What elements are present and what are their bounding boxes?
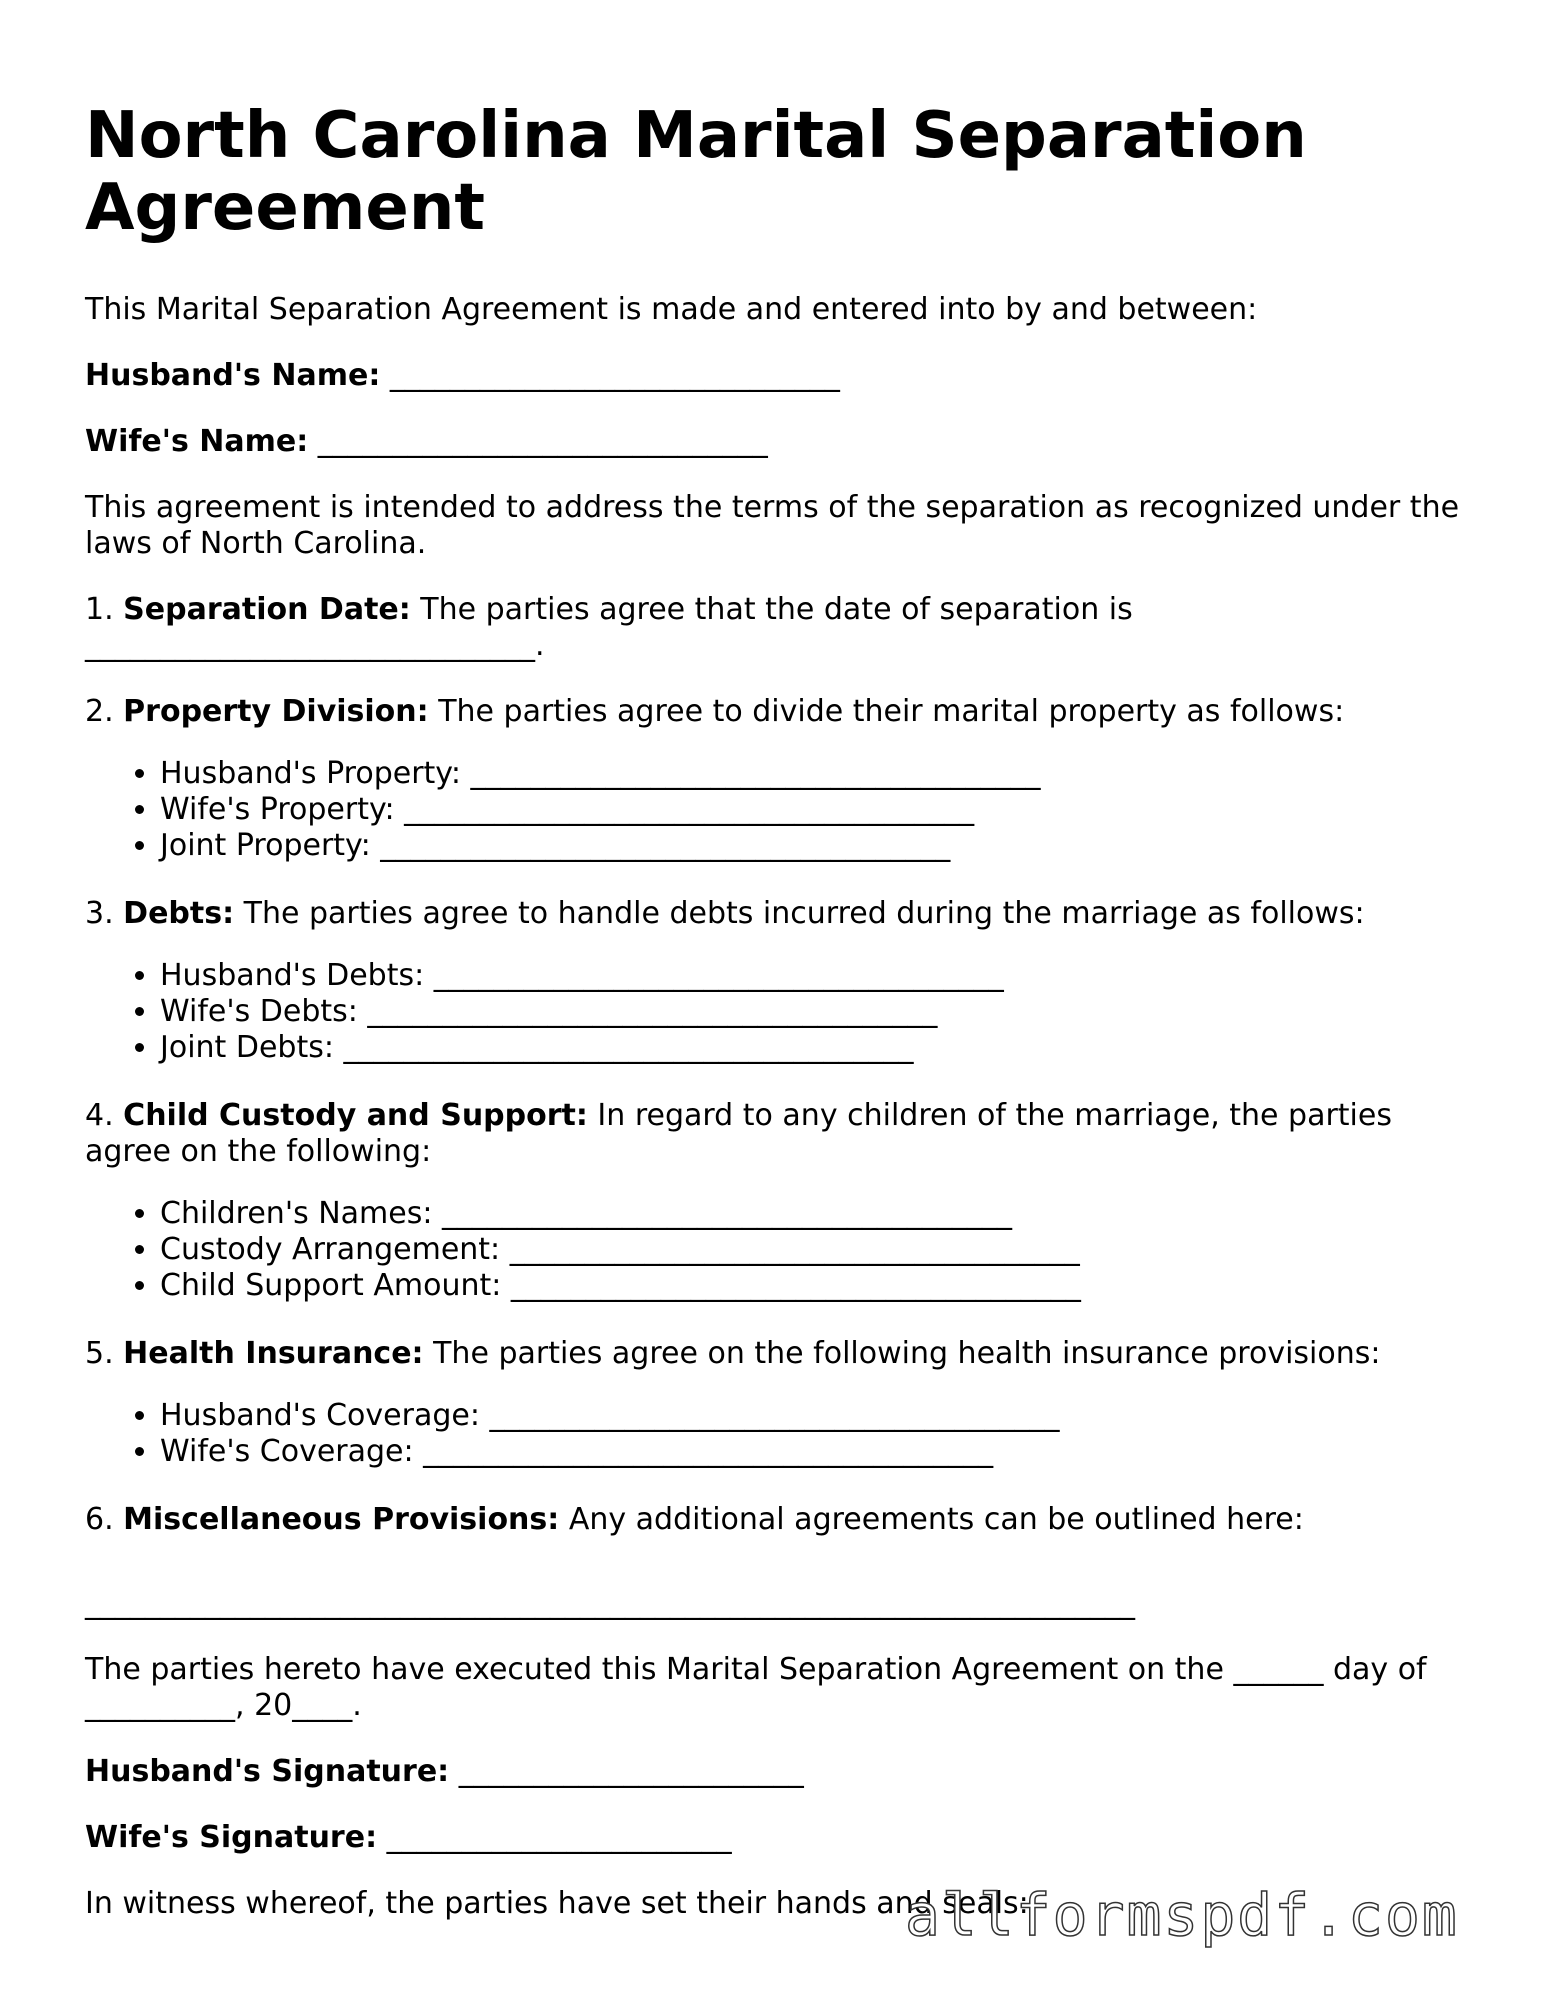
list-item-husbands-property[interactable]: • Husband's Property: ______________________________________ (160, 756, 1465, 792)
list-item-wifes-debts[interactable]: • Wife's Debts: ______________________________________ (160, 994, 1465, 1030)
list-item-wifes-property[interactable]: • Wife's Property: ______________________________________ (160, 792, 1465, 828)
section-heading: Health Insurance: (123, 1336, 424, 1371)
list-item-childrens-names[interactable]: • Children's Names: ______________________________________ (160, 1196, 1465, 1232)
section-number: 6. (85, 1502, 114, 1537)
section-text: The parties agree that the date of separation is ______________________________. (85, 592, 1133, 663)
execution-paragraph: The parties hereto have executed this Marital Separation Agreement on the ______ day of __________, 20____. (85, 1652, 1427, 1723)
section-miscellaneous (85, 1502, 1465, 1538)
section-number: 4. (85, 1098, 114, 1133)
intro-paragraph: This Marital Separation Agreement is made and entered into by and between: (85, 292, 1258, 327)
section-heading: Property Division: (123, 694, 429, 729)
wife-name-field (85, 424, 1465, 460)
purpose-paragraph: This agreement is intended to address the terms of the separation as recognized under the laws of North Carolina. (85, 490, 1460, 561)
husband-signature-label: Husband's Signature: (85, 1754, 450, 1789)
misc-provisions-blank[interactable]: ______________________________________________________________________ (85, 1586, 1135, 1621)
list-item-husbands-coverage[interactable]: • Husband's Coverage: ______________________________________ (160, 1398, 1465, 1434)
husband-signature-field (85, 1754, 1465, 1790)
list-item-husbands-debts[interactable]: • Husband's Debts: ______________________________________ (160, 958, 1465, 994)
section-property-division (85, 694, 1465, 730)
husband-name-field (85, 358, 1465, 394)
section-text: Any additional agreements can be outlined here: (568, 1502, 1304, 1537)
witness-paragraph: In witness whereof, the parties have set their hands and seals: (85, 1886, 1029, 1921)
list-item-joint-debts[interactable]: • Joint Debts: ______________________________________ (160, 1030, 1465, 1066)
section-number: 2. (85, 694, 114, 729)
watermark: allformspdf.com (905, 1881, 1459, 1949)
wife-signature-label: Wife's Signature: (85, 1820, 378, 1855)
section-number: 3. (85, 896, 114, 931)
section-number: 5. (85, 1336, 114, 1371)
property-list (85, 756, 1465, 864)
list-item-wifes-coverage[interactable]: • Wife's Coverage: ______________________________________ (160, 1434, 1465, 1470)
section-separation-date (85, 592, 1465, 664)
section-heading: Separation Date: (123, 592, 411, 627)
wife-name-label: Wife's Name: (85, 424, 309, 459)
section-heading: Miscellaneous Provisions: (123, 1502, 560, 1537)
section-text: In regard to any children of the marriage, the parties agree on the following: (85, 1098, 1392, 1169)
wife-name-blank[interactable]: ______________________________ (317, 424, 768, 459)
husband-name-blank[interactable]: ______________________________ (389, 358, 840, 393)
section-health-insurance (85, 1336, 1465, 1372)
section-debts (85, 896, 1465, 932)
list-item-custody-arrangement[interactable]: • Custody Arrangement: ______________________________________ (160, 1232, 1465, 1268)
wife-signature-blank[interactable]: _______________________ (386, 1820, 732, 1855)
section-child-custody (85, 1098, 1465, 1170)
custody-list (85, 1196, 1465, 1304)
insurance-list (85, 1398, 1465, 1470)
document-title: North Carolina Marital Separation Agreement (85, 99, 1307, 245)
section-text: The parties agree to handle debts incurred during the marriage as follows: (243, 896, 1365, 931)
section-heading: Debts: (123, 896, 235, 931)
section-heading: Child Custody and Support: (123, 1098, 588, 1133)
section-number: 1. (85, 592, 114, 627)
section-text: The parties agree to divide their marital property as follows: (438, 694, 1345, 729)
wife-signature-field (85, 1820, 1465, 1856)
document-page (85, 100, 1465, 1952)
husband-signature-blank[interactable]: _______________________ (458, 1754, 804, 1789)
list-item-joint-property[interactable]: • Joint Property: ______________________________________ (160, 828, 1465, 864)
list-item-child-support-amount[interactable]: • Child Support Amount: ______________________________________ (160, 1268, 1465, 1304)
section-text: The parties agree on the following health insurance provisions: (433, 1336, 1381, 1371)
husband-name-label: Husband's Name: (85, 358, 381, 393)
debts-list (85, 958, 1465, 1066)
